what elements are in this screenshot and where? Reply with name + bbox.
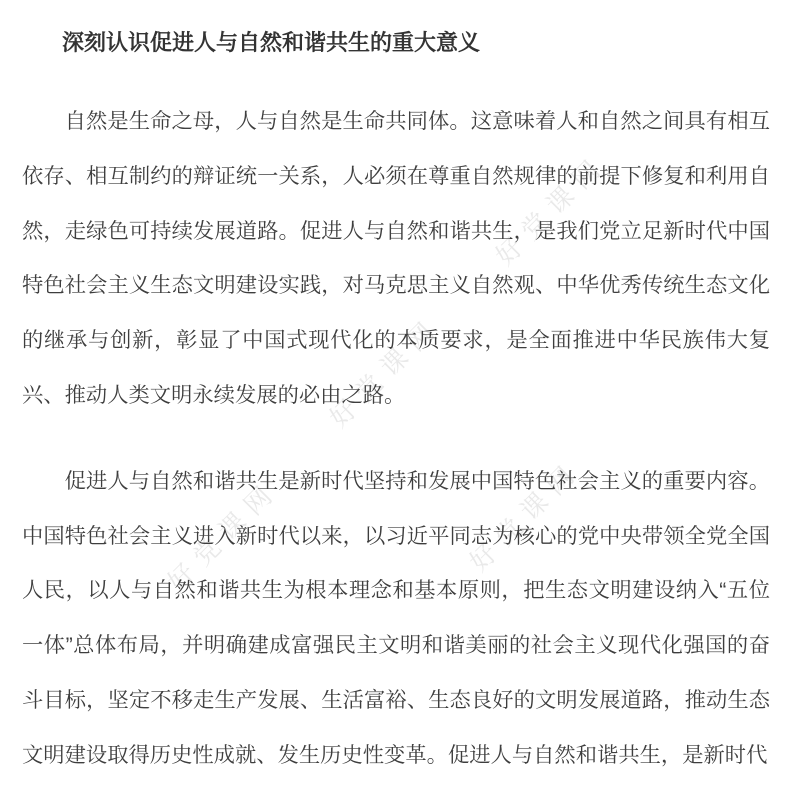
paragraph-2: 促进人与自然和谐共生是新时代坚持和发展中国特色社会主义的重要内容。中国特色社会主义进入新时代以来，以习近平同志为核心的党中央带领全党全国人民，以人与自然和谐共生为根本理念和基本原则，把生态文明建设纳入“五位一体”总体布局，并明确建成富强民主文明和谐美丽的社会主义现代化强国的奋斗目标，坚定不移走生产发展、生活富裕、生态良好的文明发展道路，推动生态文明建设取得历史性成就、发生历史性变革。促进人与自然和谐共生，是新时代 xyxy=(22,468,770,767)
watermark-text: 好党课网 xyxy=(463,454,587,578)
document-title: 深刻认识促进人与自然和谐共生的重大意义 xyxy=(62,30,481,55)
paragraph-1: 自然是生命之母，人与自然是生命共同体。这意味着人和自然之间具有相互依存、相互制约的辩证统一关系，人必须在尊重自然规律的前提下修复和利用自然，走绿色可持续发展道路。促进人与自然和谐共生，是我们党立足新时代中国特色社会主义生态文明建设实践，对马克思主义自然观、中华优秀传统生态文化的继承与创新，彰显了中国式现代化的本质要求，是全面推进中华民族伟大复兴、推动人类文明永续发展的必由之路。 xyxy=(22,109,770,407)
watermark-text: 好党课网 xyxy=(161,474,285,598)
watermark-text: 好党课网 xyxy=(489,148,613,272)
watermark-text: 好党课网 xyxy=(323,310,447,434)
